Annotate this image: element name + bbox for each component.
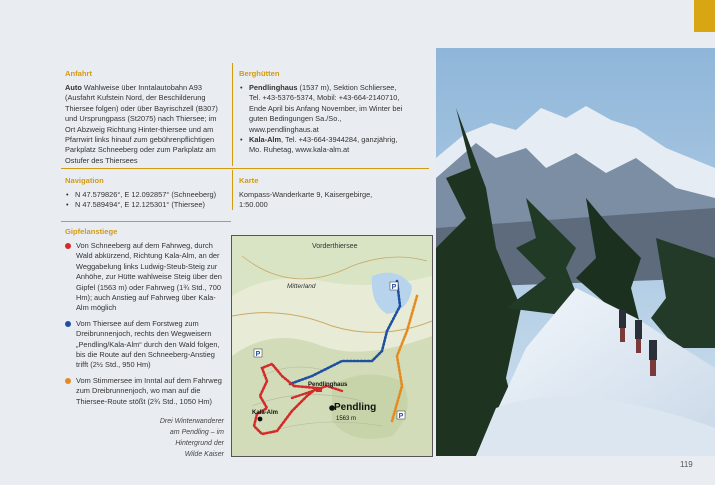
map-label-pendling: Pendling [334,402,377,413]
map-label-vorderthiersee: Vorderthiersee [312,243,358,250]
map-label-pendlinghaus: Pendlinghaus [308,382,348,388]
route-item [65,241,225,314]
berghuetten-heading: Berghütten [239,69,280,78]
navigation-heading: Navigation [65,176,104,185]
map-graphic [232,236,432,456]
column-divider [232,170,233,210]
huette-name: Pendlinghaus [249,83,298,92]
caption-line: Drei Winterwanderer [159,418,224,425]
karte-text: Kompass-Wanderkarte 9, Kaisergebirge, 1:50.000 [239,190,373,210]
page-number: 119 [680,460,693,469]
route-bullet [65,378,71,384]
route-text: Von Schneeberg auf dem Fahrweg, durch Wald abkürzend, Richtung Kala-Alm, an der Weggabelung links Ludwig-Steub-Steig zur Anhöhe, zur Hütte wahlweise Steig über den Gipfel (1563 m) oder Fahrweg (1¾ Std., 700 Hm); auch Anstieg auf Fahrweg über Kala-Alm möglich [76,241,222,313]
karte-heading: Karte [239,176,259,185]
huette-item [239,135,409,156]
anfahrt-body: Wahlweise über Inntalautobahn A93 (Ausfahrt Kufstein Nord, der Beschilderung Thiersee folgen) oder über Bayrischzell (B307) und Ursprungpass (St2075) nach Thiersee; im Ort Abzweig Richtung Hinter-thiersee und am Pfarrwirt links hinauf zum gebührenpflichtigen Parkplatz Schneeberg oder zum Parkplatz am Ostufer des Thiersees [65,83,218,165]
column-divider [232,63,233,166]
huette-name: Kala-Alm [249,135,282,145]
route-text: Vom Thiersee auf dem Forstweg zum Dreibrunnenjoch, rechts den Wegweisern „Pendling/Kala-Alm“ durch den Wald folgen, bis die Route auf den Schneeberg-Anstieg trifft (2½ Std., 950 Hm) [76,318,220,370]
gipfel-heading: Gipfelanstiege [65,227,118,236]
parking-label: P [255,351,261,358]
anfahrt-heading: Anfahrt [65,69,92,78]
caption-line: am Pendling – im [169,429,224,436]
anfahrt-bold: Auto [65,83,82,92]
gipfel-section [65,227,225,412]
berghuetten-section [239,69,409,156]
anfahrt-section [65,69,227,166]
section-divider [61,221,231,222]
caption-line: Hintergrund der [175,440,224,447]
karte-section [239,176,409,211]
route-text: Vom Stimmersee im Inntal auf dem Fahrweg zum Dreibrunnenjoch, wo man auf die Thiersee-Route stößt (2¾ Std., 1050 Hm) [76,375,222,406]
section-divider [61,168,429,169]
route-bullet [65,243,71,249]
huette-item [239,83,409,135]
huette-details: (1537 m), Sektion Schliersee, Tel. +43-5376-5374, Mobil: +43-664-2140710, Ende April bis Anfang November, im Winter bei guten Bedingungen Sa./So., www.pendlinghaus.at [249,83,403,134]
coordinate-item: • N 47.579826°, E 12.092857° (Schneeberg) [65,190,227,200]
parking-label: P [398,413,404,420]
photo-caption [140,416,224,460]
huette-details: , Tel. +43-664-3944284, ganzjährig, Mo. Ruhetag, www.kala-alm.at [249,135,398,155]
page-tab-marker [694,0,715,32]
route-item [65,376,225,407]
map-label-kala-alm: Kala-Alm [252,410,279,416]
anfahrt-text [65,83,227,166]
winter-hikers-photo [436,48,715,456]
coordinate-item: • N 47.589494°, E 12.125301° (Thiersee) [65,200,227,210]
route-item [65,319,225,371]
route-bullet [65,321,71,327]
navigation-section [65,176,227,211]
parking-label: P [391,284,397,291]
photo-graphic [436,48,715,456]
map-label-elevation: 1563 m [336,416,357,422]
map-label-mitterland: Mitterland [287,283,316,290]
kala-alm-marker [258,417,263,422]
caption-line: Wilde Kaiser [184,451,224,458]
route-map [231,235,433,457]
